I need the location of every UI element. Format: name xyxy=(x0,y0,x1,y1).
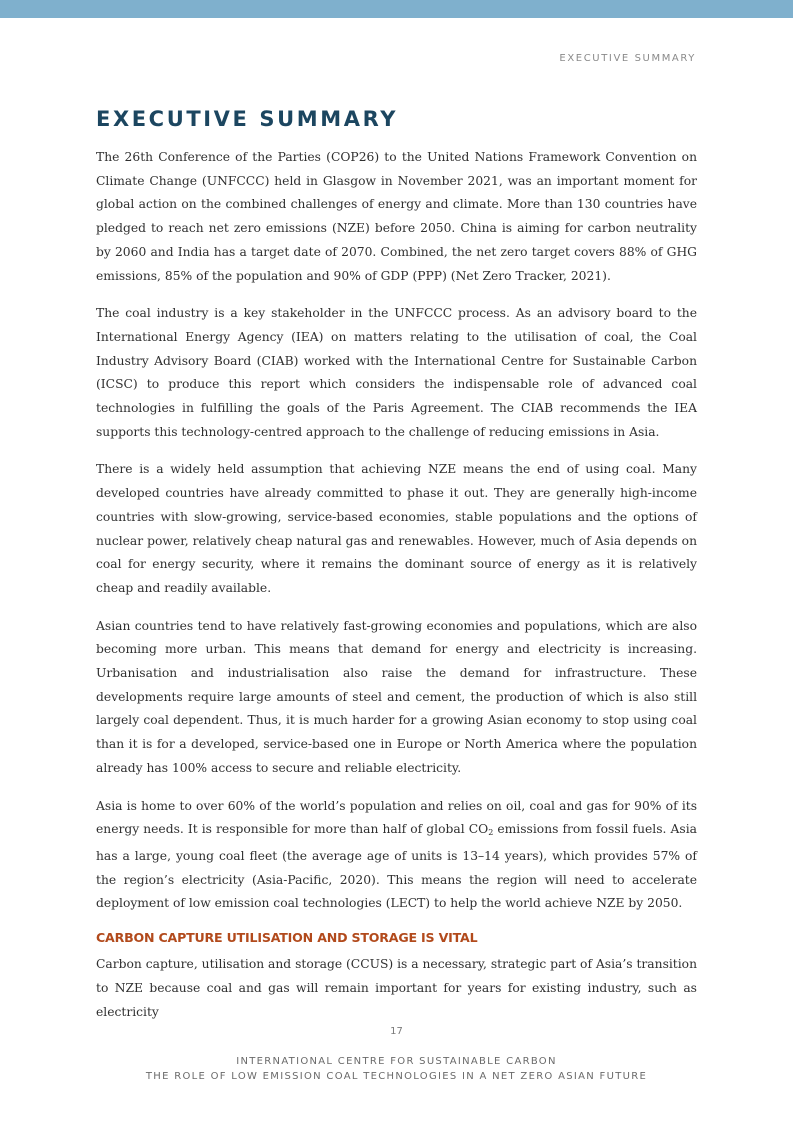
paragraph-5 xyxy=(96,795,697,917)
page-title: EXECUTIVE SUMMARY xyxy=(96,107,399,131)
paragraph-1: The 26th Conference of the Parties (COP26) to the United Nations Framework Convention on Climate Change (UNFCCC) held in Glasgow in November 2021, was an important moment for global action on the combined challenges of energy and climate. More than 130 countries have pledged to reach net zero emissions (NZE) before 2050. China is aiming for carbon neutrality by 2060 and India has a target date of 2070. Combined, the net zero target covers 88% of GHG emissions, 85% of the population and 90% of GDP (PPP) (Net Zero Tracker, 2021). xyxy=(96,150,697,283)
body-text xyxy=(96,146,697,1038)
co2-subscript: 2 xyxy=(488,828,494,838)
paragraph-4: Asian countries tend to have relatively fast-growing economies and populations, which are also becoming more urban. This means that demand for energy and electricity is increasing. Urbanisation and industrialisation also raise the demand for infrastructure. These developments require large amounts of steel and cement, the production of which is also still largely coal dependent. Thus, it is much harder for a growing Asian economy to stop using coal than it is for a developed, service-based one in Europe or North America where the population already has 100% access to secure and reliable electricity. xyxy=(96,618,697,775)
footer-organization: INTERNATIONAL CENTRE FOR SUSTAINABLE CARBON xyxy=(236,1056,557,1067)
footer xyxy=(0,1054,793,1084)
page-number: 17 xyxy=(390,1026,403,1037)
footer-report-title: THE ROLE OF LOW EMISSION COAL TECHNOLOGIES IN A NET ZERO ASIAN FUTURE xyxy=(145,1071,648,1082)
section-heading-ccus: CARBON CAPTURE UTILISATION AND STORAGE IS VITAL xyxy=(96,930,478,946)
running-header: EXECUTIVE SUMMARY xyxy=(559,53,696,64)
paragraph-5-part-1: Asia is home to over 60% of the world’s population and relies on oil, coal and gas for 90% of its energy needs. It is responsible for more than half of global CO xyxy=(96,798,697,837)
top-color-bar xyxy=(0,0,793,18)
paragraph-3: There is a widely held assumption that achieving NZE means the end of using coal. Many developed countries have already committed to phase it out. They are generally high-income countries with slow-growing, service-based economies, stable populations and the options of nuclear power, relatively cheap natural gas and renewables. However, much of Asia depends on coal for energy security, where it remains the dominant source of energy as it is relatively cheap and readily available. xyxy=(96,462,697,595)
paragraph-5-part-2: emissions from fossil fuels. Asia has a large, young coal fleet (the average age of units is 13–14 years), which provides 57% of the region’s electricity (Asia-Pacific, 2020). This means the region will need to accelerate deployment of low emission coal technologies (LECT) to help the world achieve NZE by 2050. xyxy=(96,822,697,911)
paragraph-ccus: Carbon capture, utilisation and storage (CCUS) is a necessary, strategic part of Asia’s transition to NZE because coal and gas will remain important for years for existing industry, such as electricity xyxy=(96,957,698,1019)
paragraph-2: The coal industry is a key stakeholder in the UNFCCC process. As an advisory board to the International Energy Agency (IEA) on matters relating to the utilisation of coal, the Coal Industry Advisory Board (CIAB) worked with the International Centre for Sustainable Carbon (ICSC) to produce this report which considers the indispensable role of advanced coal technologies in fulfilling the goals of the Paris Agreement. The CIAB recommends the IEA supports this technology-centred approach to the challenge of reducing emissions in Asia. xyxy=(96,306,697,439)
